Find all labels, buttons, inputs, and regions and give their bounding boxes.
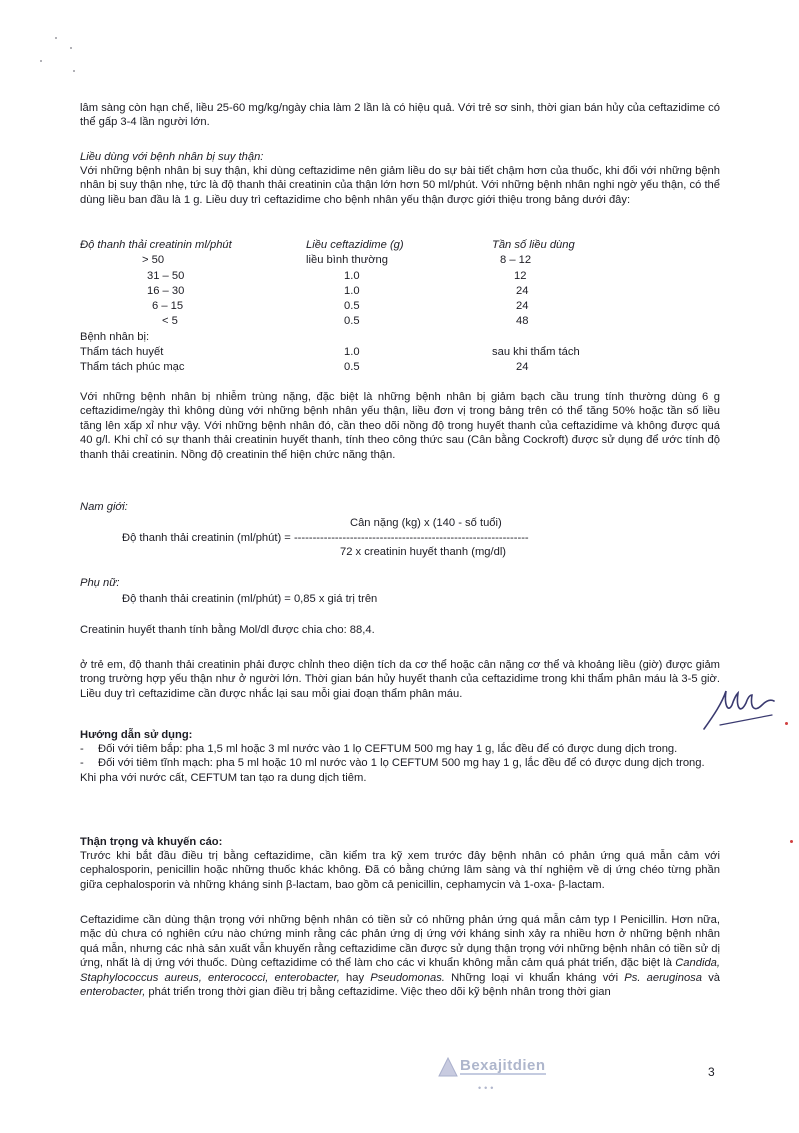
table-row <box>80 269 640 284</box>
children-paragraph: ở trẻ em, độ thanh thải creatinin phải được chỉnh theo diện tích da cơ thể hoặc cân nặng cơ thể và khoảng liều (giờ) được giảm trong trường hợp yếu thận như ở người lớn. Thời gian bán hủy huyết thanh của ceftazidime trong khi thẩm phân máu là 3-5 giờ. Liều duy trì ceftazidime cần được nhắc lại sau mỗi giai đoạn thẩm phân máu. <box>80 659 720 700</box>
table-row <box>80 330 640 345</box>
cell-frequency: 24 <box>516 284 529 297</box>
organism-enterobacter: enterobacter, <box>80 986 146 999</box>
table-row <box>80 314 640 329</box>
scan-speck <box>73 70 75 72</box>
page-number: 3 <box>708 1065 715 1079</box>
dose-table <box>80 238 640 376</box>
scan-speck <box>55 37 57 39</box>
list-item <box>80 742 720 756</box>
usage-item-text: Đối với tiêm bắp: pha 1,5 ml hoặc 3 ml nước vào 1 lọ CEFTUM 500 mg hay 1 g, lắc đều để có được dung dịch trong. <box>98 743 678 755</box>
dose-table-header <box>80 238 640 253</box>
table-row <box>80 299 640 314</box>
cell-dose: 0.5 <box>344 361 360 374</box>
caution-paragraph-2 <box>80 913 720 999</box>
cell-dose: liều bình thường <box>306 254 389 267</box>
cell-clearance: 6 – 15 <box>152 300 184 313</box>
table-row <box>80 253 640 268</box>
female-label: Phụ nữ: <box>80 577 120 589</box>
cell-clearance: 16 – 30 <box>147 284 185 297</box>
usage-heading: Hướng dẫn sử dụng: <box>80 729 193 741</box>
caution-text: Những loại vi khuẩn kháng với <box>451 971 619 984</box>
cell-dose: 1.0 <box>344 284 360 297</box>
female-formula: Độ thanh thải creatinin (ml/phút) = 0,85 x giá trị trên <box>122 593 378 605</box>
scan-speck <box>785 722 788 725</box>
intro-paragraph: lâm sàng còn hạn chế, liều 25-60 mg/kg/ngày chia làm 2 lần là có hiệu quả. Với trẻ sơ sinh, thời gian bán hủy của ceftazidime có thể gấp 3-4 lần người lớn. <box>80 102 720 129</box>
scan-speck <box>40 60 42 62</box>
usage-item-text: Đối với tiêm tĩnh mạch: pha 5 ml hoặc 10 ml nước vào 1 lọ CEFTUM 500 mg hay 1 g, lắc đều để có được dung dịch trong. <box>98 757 705 770</box>
table-row <box>80 284 640 299</box>
cell-clearance: Thẩm tách phúc mạc <box>80 361 185 374</box>
cell-clearance: > 50 <box>142 254 165 267</box>
caution-text: Ceftazidime cần dùng thận trọng với những bệnh nhân có tiền sử có những phản ứng quá mẫn cảm typ I Penicillin. Hơn nữa, mặc dù chưa có nghiên cứu nào chứng minh rằng các phản ứng dị ứng với kháng sinh xảy ra nhiều hơn ở những bệnh nhân quá mẫn, nhưng các nhà sản xuất vẫn khuyến rằng ceftazidime cần được sử dụng thận trọng với những bệnh nhân có tiền sử dị ứng, nhất là dị ứng với thuốc. Dùng ceftazidime có thể làm cho các vi khuẩn không mẫn cảm quá phát triển, đặc biệt là <box>80 914 720 970</box>
male-formula <box>80 514 720 560</box>
logo-dots: ••• <box>478 1083 497 1093</box>
formula-left: Độ thanh thải creatinin (ml/phút) = --------------------------------------------------------------- <box>122 532 529 544</box>
cell-frequency: 12 <box>514 269 527 282</box>
caution-text: hay <box>346 971 365 984</box>
table-row <box>80 345 640 360</box>
list-dash: - <box>80 743 84 755</box>
cell-dose: 0.5 <box>344 300 360 313</box>
scan-speck <box>70 47 72 49</box>
organism-list: Candida, Staphylococcus aureus, enterococci, enterobacter, <box>80 957 721 984</box>
cell-patient-group: Bệnh nhân bị: <box>80 330 150 343</box>
caution-text: và <box>708 971 721 984</box>
organism-pseudomonas: Pseudomonas. <box>370 971 445 984</box>
cell-frequency: 48 <box>516 315 529 328</box>
creatinine-note: Creatinin huyết thanh tính bằng Mol/dl được chia cho: 88,4. <box>80 624 375 636</box>
cell-frequency: 24 <box>516 361 529 374</box>
cell-dose: 1.0 <box>344 269 360 282</box>
list-item <box>80 756 720 770</box>
scan-speck <box>790 840 793 843</box>
organism-ps-aeruginosa: Ps. aeruginosa <box>624 971 703 984</box>
logo-text: Bexajitdien <box>460 1057 546 1074</box>
header-frequency: Tần số liều dùng <box>492 239 575 251</box>
cell-dose: 0.5 <box>344 315 360 328</box>
table-row <box>80 360 640 375</box>
logo-triangle-icon <box>438 1057 458 1077</box>
usage-note: Khi pha với nước cất, CEFTUM tan tạo ra dung dịch tiêm. <box>80 771 367 784</box>
cell-clearance: < 5 <box>162 315 178 328</box>
cell-dose: 1.0 <box>344 346 360 359</box>
cell-clearance: Thẩm tách huyết <box>80 346 164 359</box>
male-label: Nam giới: <box>80 501 128 513</box>
company-logo <box>438 1055 568 1091</box>
usage-list <box>80 742 720 785</box>
caution-heading: Thận trọng và khuyến cáo: <box>80 836 223 848</box>
header-clearance: Độ thanh thải creatinin ml/phút <box>80 239 232 251</box>
cell-frequency: 8 – 12 <box>500 254 532 267</box>
cell-frequency: sau khi thẩm tách <box>492 346 580 359</box>
cell-clearance: 31 – 50 <box>147 269 185 282</box>
renal-heading: Liều dùng với bệnh nhân bị suy thận: <box>80 151 264 163</box>
caution-text: phát triển trong thời gian điều trị bằng ceftazidime. Việc theo dõi kỹ bệnh nhân trong thời gian <box>148 986 611 999</box>
infection-paragraph: Với những bệnh nhân bị nhiễm trùng nặng, đặc biệt là những bệnh nhân bị giảm bạch cầu trung tính thường dùng 6 g ceftazidime/ngày thì không dùng với những bệnh nhân yếu thận, liều đơn vị trong bảng trên có thể tăng 50% hoặc tần số liều tăng lên xấp xỉ như vậy. Với những bệnh nhân đó, cần theo dõi nồng độ trong huyết thanh của ceftazidime và không được quá 40 g/l. Khi chỉ có sự thanh thải creatinin huyết thanh, tính theo công thức sau (Cân bằng Cockroft) được sử dụng để ước tính độ thanh thải creatinin. Nồng độ creatinin thể hiện chức năng thận. <box>80 391 720 461</box>
cell-frequency: 24 <box>516 300 529 313</box>
header-dose: Liều ceftazidime (g) <box>306 239 404 251</box>
renal-paragraph: Với những bệnh nhân bị suy thận, khi dùng ceftazidime nên giảm liều do sự bài tiết chậm hơn của thuốc, khi đối với những bệnh nhân bị suy thận nhẹ, tức là độ thanh thải creatinin của thận lớn hơn 50 ml/phút. Với những bệnh nhân nghi ngờ yếu thận, có thể dùng liều ban đầu là 1 g. Liều duy trì ceftazidime cho bệnh nhân yếu thận được giới thiệu trong bảng dưới đây: <box>80 165 720 206</box>
formula-denominator: 72 x creatinin huyết thanh (mg/dl) <box>340 546 507 558</box>
list-dash: - <box>80 757 84 770</box>
caution-paragraph-1: Trước khi bắt đầu điều trị bằng ceftazidime, cần kiểm tra kỹ xem trước đây bệnh nhân có phản ứng quá mẫn cảm với cephalosporin, penicillin hoặc những thuốc khác không. Đã có bằng chứng lâm sàng và thí nghiệm về dị ứng chéo từng phần giữa cephalosporin và những kháng sinh β-lactam, bao gồm cả penicillin, cephamycin và 1-oxa- β-lactam. <box>80 850 720 891</box>
formula-numerator: Cân nặng (kg) x (140 - số tuổi) <box>350 517 502 529</box>
